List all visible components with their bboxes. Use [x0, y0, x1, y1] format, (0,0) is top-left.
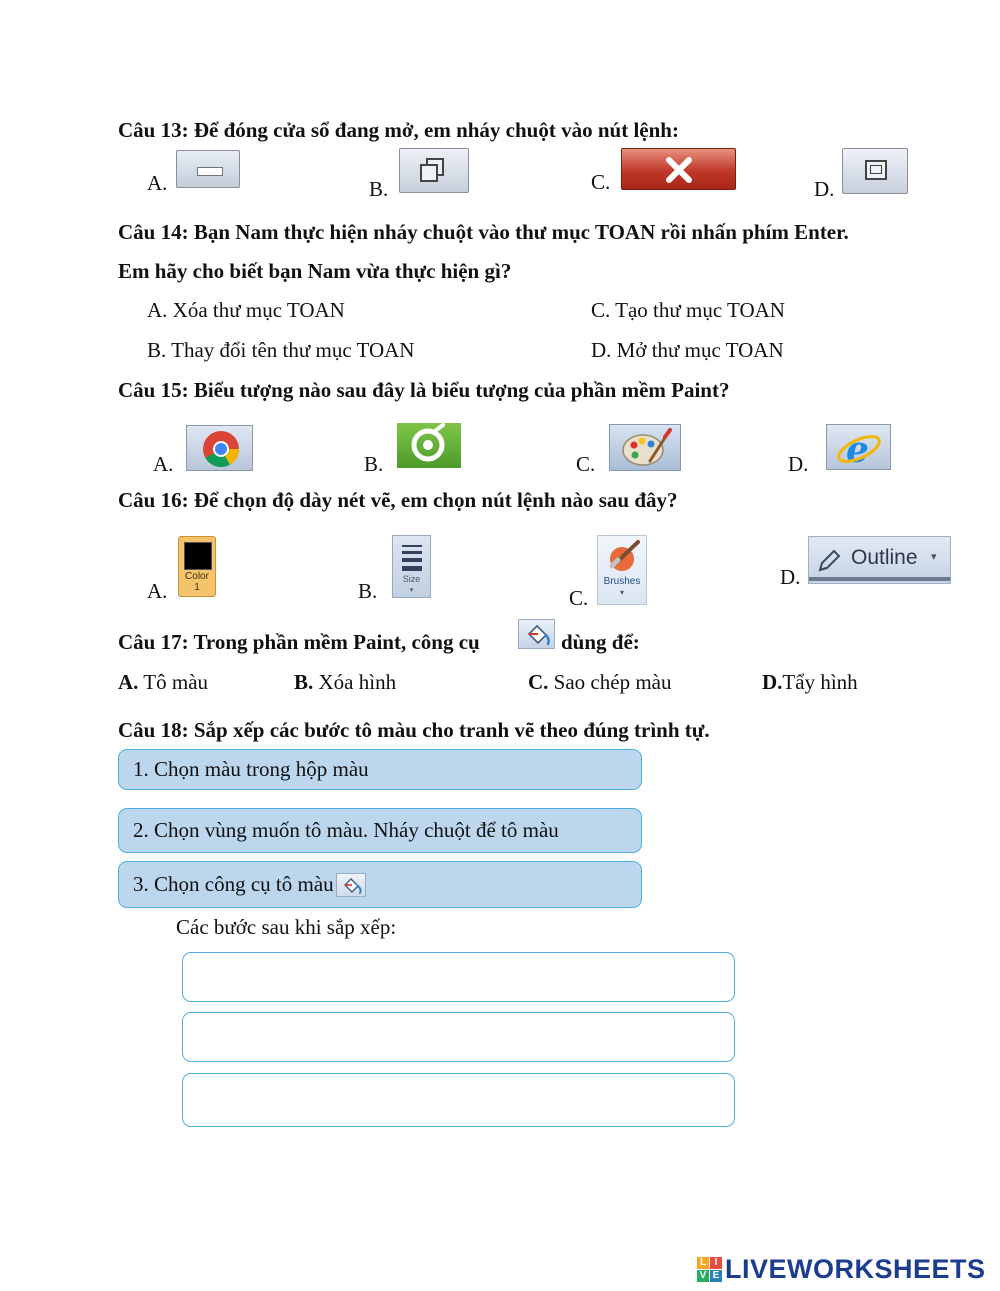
minimize-icon[interactable]: [176, 150, 240, 188]
fill-bucket-icon: [336, 873, 366, 897]
q16-option-a-label: A.: [147, 579, 168, 603]
q14-title-line1: Câu 14: Bạn Nam thực hiện nháy chuột vào thư mục TOAN rồi nhấn phím Enter.: [118, 220, 849, 244]
q17-title-end: dùng để:: [561, 630, 640, 654]
q15-option-d-label: D.: [788, 452, 809, 476]
step-card-3[interactable]: [118, 861, 642, 908]
color-1-button-icon[interactable]: [178, 536, 216, 597]
logo-letter-e: E: [710, 1270, 722, 1282]
q16-option-d-label: D.: [780, 565, 801, 589]
q16-option-c-label: C.: [569, 586, 589, 610]
color-1-label-line1: Color: [185, 571, 209, 582]
q15-option-c-label: C.: [576, 452, 596, 476]
maximize-icon[interactable]: [842, 148, 908, 194]
q17-option-a-letter: A.: [118, 670, 139, 694]
q14-option-c[interactable]: C. Tạo thư mục TOAN: [591, 298, 785, 322]
size-button-icon[interactable]: [392, 535, 431, 598]
logo-letter-i: I: [710, 1257, 722, 1269]
pencil-icon: [815, 547, 843, 575]
q17-option-a[interactable]: [118, 670, 208, 695]
chrome-icon[interactable]: [186, 425, 253, 471]
q13-title: Câu 13: Để đóng cửa sổ đang mở, em nháy chuột vào nút lệnh:: [118, 118, 679, 142]
close-icon[interactable]: [621, 148, 736, 190]
color-1-label-line2: 1: [194, 582, 200, 593]
q15-option-a-label: A.: [153, 452, 174, 476]
answer-slot-2[interactable]: [182, 1012, 735, 1062]
brushes-chevron-down-icon: ▾: [619, 588, 624, 597]
q17-option-c[interactable]: [528, 670, 671, 695]
answer-slot-1[interactable]: [182, 952, 735, 1002]
outline-chevron-down-icon: ▾: [931, 551, 937, 563]
step-3-text: 3. Chọn công cụ tô màu: [133, 872, 334, 896]
q13-option-c-label: C.: [591, 170, 611, 194]
q18-title: Câu 18: Sắp xếp các bước tô màu cho tranh vẽ theo đúng trình tự.: [118, 718, 710, 742]
q13-option-a-label: A.: [147, 171, 168, 195]
answer-label: Các bước sau khi sắp xếp:: [176, 915, 397, 939]
coccoc-icon[interactable]: [397, 423, 461, 468]
svg-text:e: e: [846, 429, 869, 471]
paint-palette-icon[interactable]: [609, 424, 681, 471]
q13-option-d-label: D.: [814, 177, 835, 201]
q17-option-b-text: Xóa hình: [313, 670, 397, 694]
q13-option-b-label: B.: [369, 177, 389, 201]
q17-title-start: Câu 17: Trong phần mềm Paint, công cụ: [118, 630, 480, 654]
q14-title-line2: Em hãy cho biết bạn Nam vừa thực hiện gì?: [118, 259, 512, 283]
q17-option-d-text: Tẩy hình: [782, 670, 858, 694]
outline-label: Outline: [851, 546, 918, 569]
restore-icon[interactable]: [399, 148, 469, 193]
size-label: Size: [402, 574, 421, 584]
q17-option-c-letter: C.: [528, 670, 549, 694]
outline-button[interactable]: [808, 536, 951, 584]
q16-option-b-label: B.: [358, 579, 378, 603]
q17-option-b-letter: B.: [294, 670, 314, 694]
q17-option-d[interactable]: [762, 670, 858, 695]
step-card-2[interactable]: [118, 808, 642, 853]
logo-text: LIVEWORKSHEETS: [725, 1254, 986, 1284]
step-1-text: 1. Chọn màu trong hộp màu: [133, 757, 369, 781]
logo-letter-v: V: [697, 1270, 709, 1282]
fill-bucket-icon: [518, 619, 555, 649]
brushes-label: Brushes: [603, 576, 641, 587]
step-card-1[interactable]: [118, 749, 642, 790]
q17-option-b[interactable]: [294, 670, 396, 695]
logo-badge: [697, 1257, 722, 1282]
q17-option-a-text: Tô màu: [138, 670, 209, 694]
q15-option-b-label: B.: [364, 452, 384, 476]
q17-option-c-text: Sao chép màu: [548, 670, 672, 694]
q16-title: Câu 16: Để chọn độ dày nét vẽ, em chọn nút lệnh nào sau đây?: [118, 488, 678, 512]
q14-option-a[interactable]: A. Xóa thư mục TOAN: [147, 298, 345, 322]
q15-title: Câu 15: Biểu tượng nào sau đây là biểu tượng của phần mềm Paint?: [118, 378, 730, 402]
brushes-button-icon[interactable]: [597, 535, 647, 605]
step-2-text: 2. Chọn vùng muốn tô màu. Nháy chuột để tô màu: [133, 818, 559, 842]
q17-option-d-letter: D.: [762, 670, 783, 694]
logo-letter-l: L: [697, 1257, 709, 1269]
size-chevron-down-icon: ▾: [409, 586, 414, 594]
q14-option-b[interactable]: B. Thay đổi tên thư mục TOAN: [147, 338, 415, 362]
q14-option-d[interactable]: D. Mở thư mục TOAN: [591, 338, 784, 362]
internet-explorer-icon[interactable]: [826, 424, 891, 470]
liveworksheets-logo: [697, 1254, 986, 1285]
answer-slot-3[interactable]: [182, 1073, 735, 1127]
